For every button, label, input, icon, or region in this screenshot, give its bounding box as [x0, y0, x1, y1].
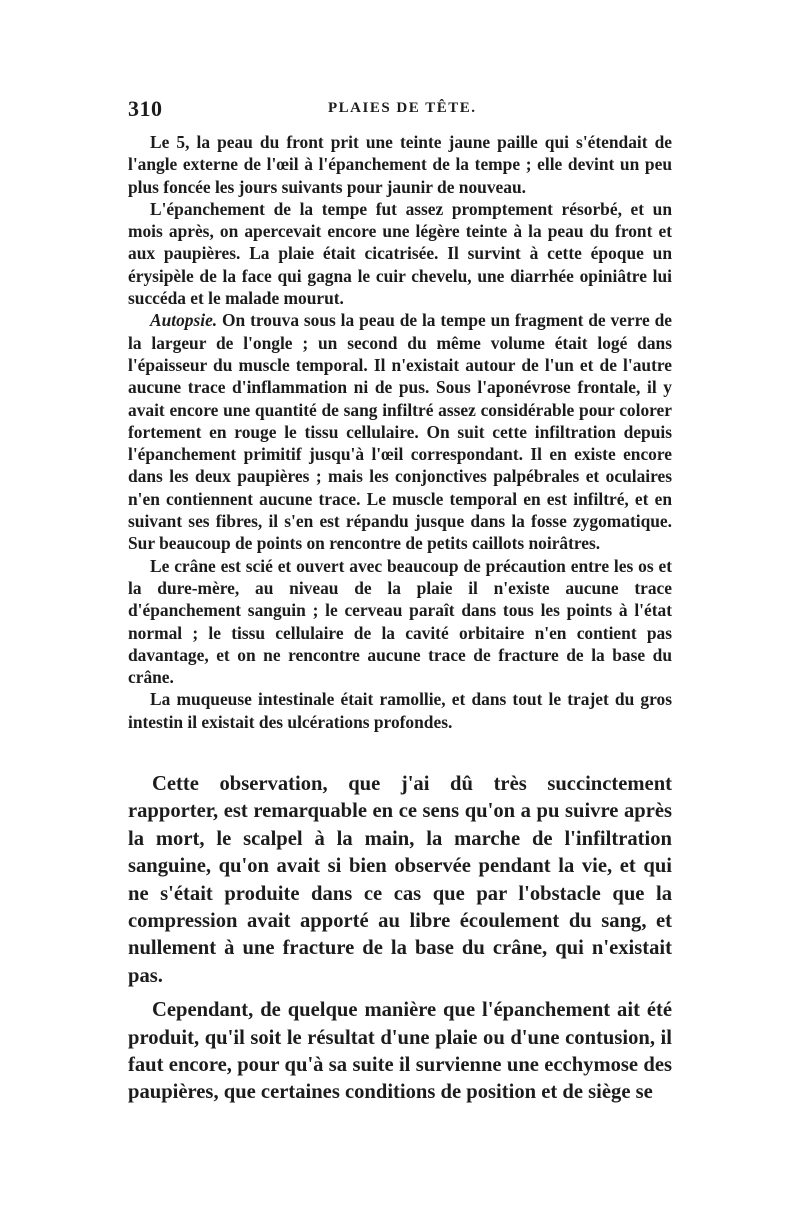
paragraph-text: L'épanchement de la tempe fut assez promptement résorbé, et un mois après, on apercevait encore une légère teinte à la peau du front et aux paupières. La plaie était cicatrisée. Il survint à cette époque un érysipèle de la face qui gagna le cuir chevelu, une diarrhée opiniâtre lui succéda et le malade mourut. [128, 198, 672, 309]
running-head [128, 96, 676, 124]
commentary-section [128, 771, 672, 1107]
paragraph-text: On trouva sous la peau de la tempe un fragment de verre de la largeur de l'ongle ; un second du même volume était logé dans l'épaisseur du muscle temporal. Il n'existait autour de l'un et de l'autre aucune trace d'inflammation ni de pus. Sous l'aponévrose frontale, il y avait encore une quantité de sang infiltré assez considérable pour colorer fortement en rouge le tissu cellulaire. On suit cette infiltration depuis l'épanchement primitif jusqu'à l'œil correspondant. Il en existe encore dans les deux paupières ; mais les conjonctives palpébrales et oculaires n'en contiennent aucune trace. Le muscle temporal en est infiltré, et en suivant ses fibres, il s'en est répandu jusque dans la fosse zygomatique. Sur beaucoup de points on rencontre de petits caillots noirâtres. [128, 310, 672, 554]
paragraph [128, 198, 672, 309]
case-report-section [128, 131, 672, 733]
paragraph-text: Le crâne est scié et ouvert avec beaucoup de précaution entre les os et la dure-mère, au niveau de la plaie il n'existe aucune trace d'épanchement sanguin ; le cerveau paraît dans tous les points à l'état normal ; le tissu cellulaire de la cavité orbitaire n'en contient pas davantage, et on ne rencontre aucune trace de fracture de la base du crâne. [128, 555, 672, 688]
paragraph-text: Cependant, de quelque manière que l'épanchement ait été produit, qu'il soit le résultat d'une plaie ou d'une contusion, il faut encore, pour qu'à sa suite il survienne une ecchymose des paupières, que certaines conditions de position et de siège se [128, 999, 672, 1104]
autopsy-paragraph [128, 309, 672, 554]
paragraph [128, 771, 672, 990]
paragraph [128, 131, 672, 198]
paragraph [128, 997, 672, 1107]
paragraph-text: Le 5, la peau du front prit une teinte jaune paille qui s'étendait de l'angle externe de l'œil à l'épanchement de la tempe ; elle devint un peu plus foncée les jours suivants pour jaunir de nouveau. [128, 132, 672, 197]
paragraph [128, 555, 672, 689]
page-number: 310 [128, 96, 163, 121]
paragraph [128, 688, 672, 733]
running-title: PLAIES DE TÊTE. [328, 100, 477, 116]
paragraph-text: La muqueuse intestinale était ramollie, et dans tout le trajet du gros intestin il existait des ulcérations profondes. [128, 689, 672, 732]
autopsy-heading: Autopsie. [150, 310, 218, 331]
paragraph-text: Cette observation, que j'ai dû très succinctement rapporter, est remarquable en ce sens qu'on a pu suivre après la mort, le scalpel à la main, la marche de l'infiltration sanguine, qu'on avait si bien observée pendant la vie, et qui ne s'était produite dans ce cas que par l'obstacle que la compression avait apporté au libre écoulement du sang, et nullement à une fracture de la base du crâne, qui n'existait pas. [128, 773, 672, 987]
